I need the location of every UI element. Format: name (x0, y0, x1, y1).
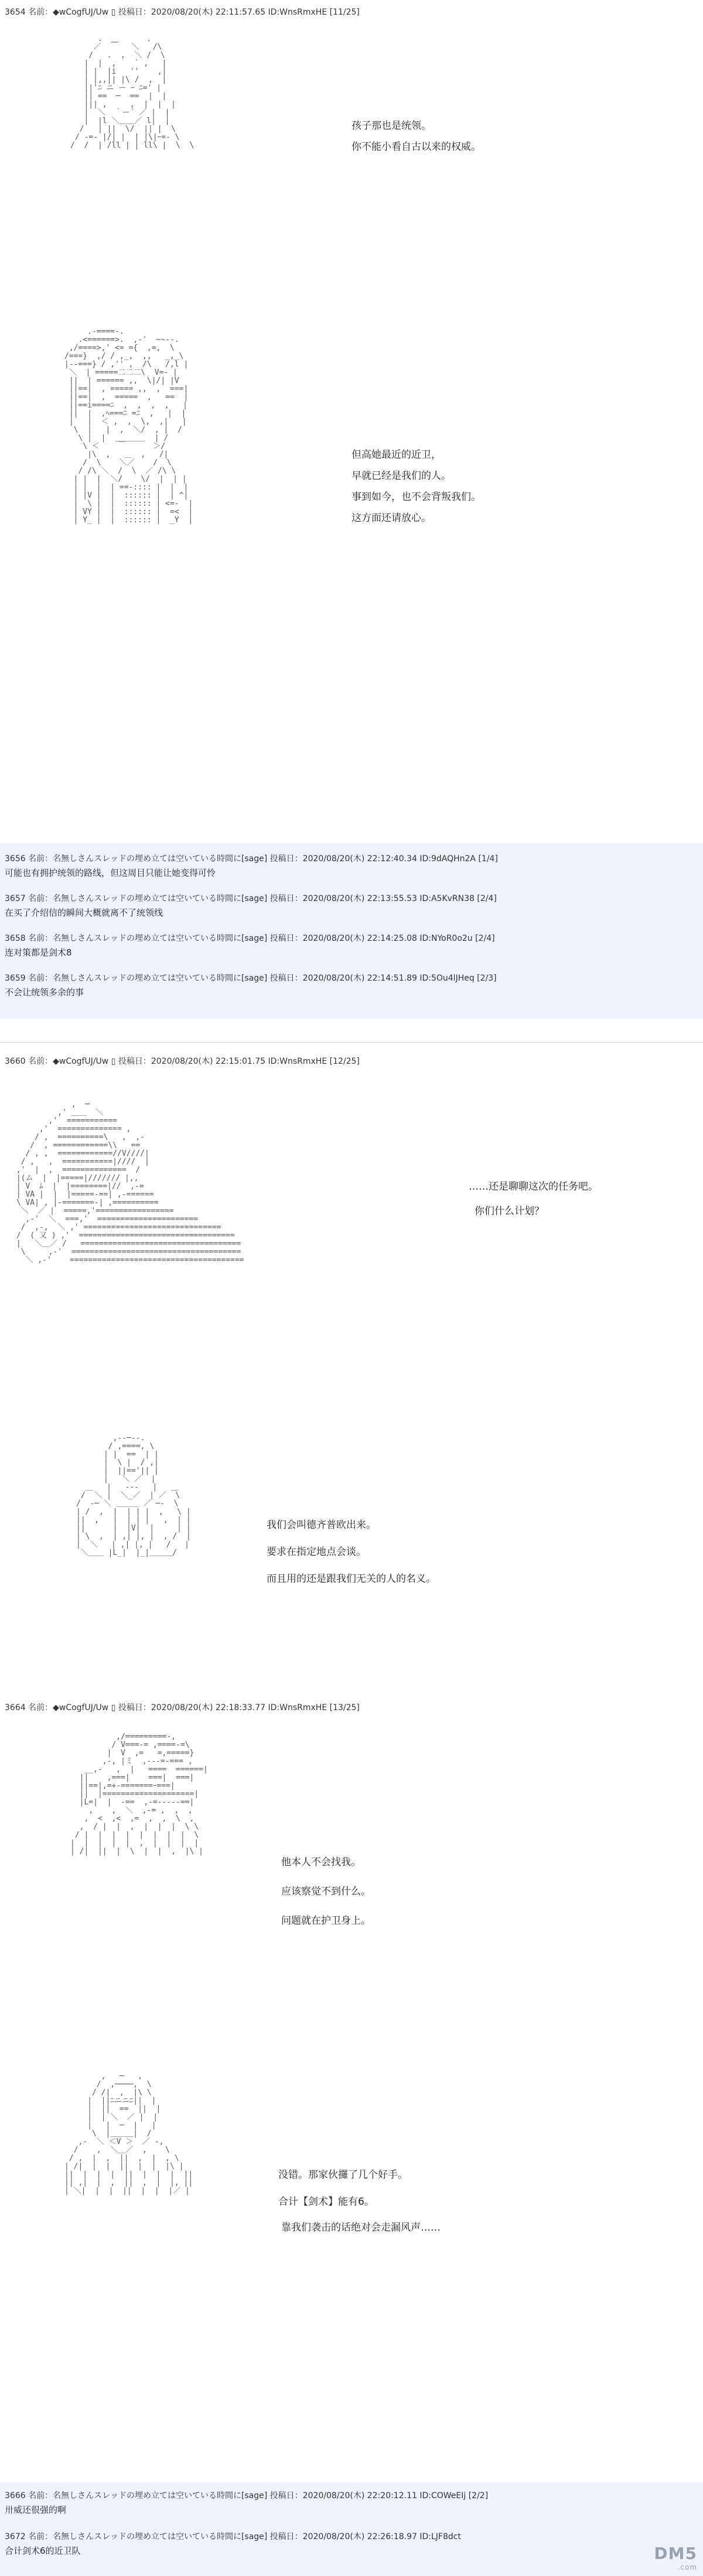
post-header: 3658 名前：名無しさんスレッドの埋め立ては空いている時間に[sage] 投稿日：2020/08/20(木) 22:14:25.08 ID:NYoR0o2u [2/4] (5, 934, 495, 943)
post-body: 卅威还很强的啊 (5, 2505, 67, 2515)
post-body: 不会让统领多余的事 (5, 987, 84, 998)
divider (0, 1042, 703, 1043)
post-header: 3672 名前：名無しさんスレッドの埋め立ては空いている時間に[sage] 投稿日：2020/08/20(木) 22:26:18.97 ID:LJF8dct (5, 2532, 461, 2541)
speech-line: 要求在指定地点会谈。 (267, 1546, 366, 1558)
post-3660 (0, 1048, 703, 1680)
post-header: 3657 名前：名無しさんスレッドの埋め立ては空いている時間に[sage] 投稿日：2020/08/20(木) 22:13:55.53 ID:A5KvRN38 [2/4] (5, 894, 497, 903)
watermark-main: DM5 (654, 2544, 697, 2563)
speech-line: 而且用的还是跟我们无关的人的名义。 (267, 1573, 436, 1585)
post-body: 可能也有拥护统领的路线，但这周目只能让她变得可怜 (5, 868, 216, 878)
post-header: 3666 名前：名無しさんスレッドの埋め立ては空いている時間に[sage] 投稿日：2020/08/20(木) 22:20:12.11 ID:COWeEIj [2/2] (5, 2491, 489, 2500)
reply-block (0, 2482, 703, 2576)
speech-line: ……还是聊聊这次的任务吧。 (469, 1181, 598, 1193)
site-watermark (654, 2544, 697, 2571)
speech-line: 问题就在护卫身上。 (281, 1915, 371, 1927)
speech-line: 他本人不会找我。 (281, 1856, 361, 1868)
speech-line: 应该察觉不到什么。 (281, 1886, 371, 1897)
speech-line: 没错。那家伙攞了几个好手。 (278, 2169, 408, 2181)
speech-line: 我们会叫德齐普欧出来。 (267, 1519, 376, 1531)
ascii-art-figure: , ─ ,' ＿＿ ＼ ,' =========== ,' ============== , / , ==========\ , ,- / , ============\\ == / , , ============//V////| / , , ===========|//// | ,' | , ============== / |(ム | |=====|/////// |,, | V ﾑ | |========|// ,-= | VA | | |=====-==| ,-====== \ VA| , |-=======-| ,========== ＼ ／ | =====,'================= ,-' ＼ ===,' ====================== / ,-, ＼ ,' ============================== / ( 又 ) ,' ================================== | ＼＿／ / =================================== \ ,-' ===================================== ＼ ,-' ====================================== (16, 1101, 244, 1265)
speech-line: 孩子那也是统领。 (352, 120, 431, 132)
post-3664 (0, 1698, 703, 2377)
speech-line: 你们什么计划？ (475, 1205, 544, 1217)
speech-line: 这方面还请放心。 (352, 512, 431, 524)
post-header: 3664 名前：◆wCogfUJ/Uw ▯ 投稿日：2020/08/20(木) 22:18:33.77 ID:WnsRmxHE [13/25] (5, 1703, 360, 1712)
post-header: 3656 名前：名無しさんスレッドの埋め立ては空いている時間に[sage] 投稿日：2020/08/20(木) 22:12:40.34 ID:9dAQHn2A [1/4] (5, 854, 498, 864)
speech-line: 靠我们袭击的话绝对会走漏风声…… (281, 2222, 441, 2234)
speech-line: 你不能小看自古以来的权威。 (352, 141, 481, 153)
watermark-sub: .com (677, 2563, 697, 2571)
post-body: 连对策都是剑术8 (5, 947, 72, 958)
ascii-art-figure: .-====-. .<======>. ,-' ~~--. ,/====>,' <= ={ ,=, \ /===} ,/ / ,_, ,, _,_\ |--===} / ,'' , /\ /,l | ＼ | =====二二二\ V=- | || | ====== ,, \|/| |V ||==| , ===== ,, , ===| ||==| , ===== , == | ||==i====ﾆ , , , , | || | ,ﾍ===ﾆ =ﾆ , | | | | ＜ , , \, ,| | \ | | , ＼/ , | / \ | | ＿＿＿＿ | / \ ＜ ￣ ＞/ |\ , ＿ , /| / \ ＼／ / \ / /\ ＼ / \ ／ /\ \ | | | ＼/ \/ | | | | | | | ==-:::: | | | | |V | | :::::: | | ^| | \ | | :::::: | <=- | | VY | | :::::: | =< | | Y_ | | :::::: | _Y | (64, 328, 193, 525)
post-body: 合计剑术6的近卫队 (5, 2546, 81, 2556)
speech-line: 合计【剑术】能有6。 (278, 2196, 374, 2208)
ascii-art-figure: . ＿ . ／ ￣ ＼ /\ / . , ＼ / \ | | , ` , | | | |i '' ,| | |,,|| |\ / , | ||'ﾆ ニ ー ｰ ﾆ=' | || == ─ == | | ||| , , | | | | ＼ ｀ー´ ／ | | | |l ＼＿＿／ l| | / | || \/ || | \ / -=‐ |/| | | |\|ｰ=- \ / / | /ll | | ll\ | \ \ (70, 35, 194, 150)
post-header: 3654 名前：◆wCogfUJ/Uw ▯ 投稿日：2020/08/20(木) 22:11:57.65 ID:WnsRmxHE [11/25] (5, 8, 360, 17)
ascii-art-figure: ,/=========-, / V===-= ,====-=\ | V ,= =,=====} ,-, |ミ ,---=-=== , __,- , | ==== ======| || ,===| ===| ===| ||==|,=+-=======ｰ===| || |====================| |L=| | -== ,-=-----==| , , ＼ ,-= , , , , < ,< ,= , , \ , , / | | , | | | \ \ / | | | | | | | | \ | | | | | , | | | | | /| || | \ | | , |\ | (70, 1733, 208, 1856)
post-header: 3660 名前：◆wCogfUJ/Uw ▯ 投稿日：2020/08/20(木) 22:15:01.75 ID:WnsRmxHE [12/25] (5, 1057, 360, 1066)
ascii-art-figure: , ─ , / ,────, \ / /| , |\ \ | ||ﾆニニﾆ|| | | || == || | | | ＼ ／ | | | | ─ | | \ |＿＿＿| / ,- ＼ ＜V ＞ ／ -, / , ＼＿／ , \ / , | , || , | , \ | /| | | || | | |\ | || | | | || | | | || || ,| | , || , | |, || | ＼| | | || | | |／ | (64, 2073, 193, 2195)
post-3654 (0, 0, 703, 525)
post-header: 3659 名前：名無しさんスレッドの埋め立ては空いている時間に[sage] 投稿日：2020/08/20(木) 22:14:51.89 ID:5Ou4lJHeq [2/3] (5, 974, 497, 983)
speech-line: 事到如今，也不会背叛我们。 (352, 491, 481, 503)
post-body: 在买了介绍信的瞬间大概就离不了统领线 (5, 907, 163, 918)
speech-line: 但高她最近的近卫， (352, 449, 441, 461)
ascii-art-figure: ,--─--. / ,====, \ | | == | | | \ | / ,| | ||=='|| | | ＼ ／ | ＿ | --- | ＿ / ＼ | ＼_／ | ／ \ / -─ ＼ ＿＿＿ ／ ─- \ | / , | | | | , \ | || , | | | | , | | || | |V| | | | | \ , | ,| |, | , / | | ＼ | ,| |, | / | ＼＿＿ |L_| |_|＿＿＿/ (76, 1434, 191, 1557)
reply-block (0, 843, 703, 1019)
speech-line: 早就已经是我们的人。 (352, 470, 451, 482)
